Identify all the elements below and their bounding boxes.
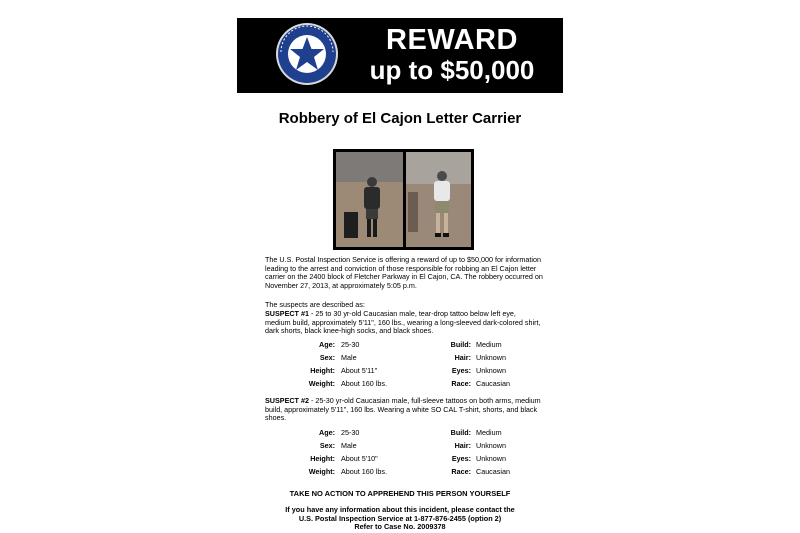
detail-row — [265, 353, 543, 362]
detail-label: Eyes: — [451, 454, 471, 463]
detail-label: Age: — [319, 340, 335, 349]
detail-value: Medium — [476, 340, 502, 349]
suspect-2-text: - 25-30 yr-old Caucasian male, full-sleeve tattoos on both arms, medium build, approximately 5'11", 160 lbs. Wearing a white SO CAL T-shirt, shorts, and black shoes. — [265, 396, 541, 423]
detail-value: Male — [341, 441, 357, 450]
detail-row — [265, 366, 543, 375]
detail-label: Height: — [310, 454, 335, 463]
reward-banner — [237, 18, 563, 93]
surveillance-photos — [333, 149, 474, 250]
detail-value: About 5'11" — [341, 366, 378, 375]
suspect-2-label: SUSPECT #2 — [265, 396, 309, 405]
contact-line-2: U.S. Postal Inspection Service at 1-877-876-2455 (option 2) — [298, 513, 502, 523]
detail-value: About 5'10" — [341, 454, 378, 463]
detail-label: Eyes: — [451, 366, 471, 375]
detail-label: Age: — [319, 428, 335, 437]
page-title: Robbery of El Cajon Letter Carrier — [278, 110, 522, 127]
detail-value: Male — [341, 353, 357, 362]
detail-value: Unknown — [476, 353, 506, 362]
surveillance-photo-1 — [336, 152, 403, 247]
warning-text: TAKE NO ACTION TO APPREHEND THIS PERSON YOURSELF — [289, 489, 511, 498]
detail-value: About 160 lbs. — [341, 379, 387, 388]
detail-row — [265, 441, 543, 450]
detail-row — [265, 467, 543, 476]
detail-row — [265, 340, 543, 349]
detail-label: Race: — [451, 467, 471, 476]
detail-label: Height: — [310, 366, 335, 375]
reward-title: REWARD — [386, 24, 518, 56]
detail-row — [265, 454, 543, 463]
detail-label: Hair: — [454, 353, 471, 362]
detail-label: Weight: — [308, 379, 335, 388]
detail-label: Sex: — [319, 353, 335, 362]
suspect-1-description — [265, 310, 543, 336]
postal-inspection-seal-icon — [275, 22, 339, 86]
detail-value: About 160 lbs. — [341, 467, 387, 476]
detail-value: 25-30 — [341, 428, 360, 437]
contact-line-1: If you have any information about this incident, please contact the — [285, 505, 515, 514]
suspects-intro: The suspects are described as: — [265, 300, 365, 309]
detail-value: Caucasian — [476, 379, 510, 388]
suspect-1-label: SUSPECT #1 — [265, 309, 309, 318]
detail-label: Sex: — [319, 441, 335, 450]
contact-info — [237, 506, 563, 532]
detail-label: Build: — [450, 340, 471, 349]
detail-label: Hair: — [454, 441, 471, 450]
detail-label: Build: — [450, 428, 471, 437]
detail-row — [265, 379, 543, 388]
reward-description: The U.S. Postal Inspection Service is offering a reward of up to $50,000 for information leading to the arrest and conviction of those responsible for robbing an El Cajon letter carrier on the 2400 block of Fletcher Parkway in El Cajon, CA. The robbery occurred on November 27, 2013, at approximately 5:05 p.m. — [265, 255, 543, 290]
detail-label: Weight: — [308, 467, 335, 476]
case-number: Refer to Case No. 2009378 — [354, 522, 446, 532]
surveillance-photo-2 — [406, 152, 471, 247]
detail-value: 25-30 — [341, 340, 360, 349]
detail-value: Medium — [476, 428, 502, 437]
reward-amount: up to $50,000 — [369, 55, 535, 85]
detail-value: Unknown — [476, 454, 506, 463]
detail-value: Caucasian — [476, 467, 510, 476]
detail-label: Race: — [451, 379, 471, 388]
detail-value: Unknown — [476, 441, 506, 450]
suspect-2-description — [265, 397, 543, 423]
detail-row — [265, 428, 543, 437]
suspect-1-text: - 25 to 30 yr-old Caucasian male, tear-drop tattoo below left eye, medium build, approximately 5'11", 160 lbs., wearing a long-sleeved dark-colored shirt, dark shorts, black knee-high socks, and black shoes. — [265, 309, 541, 336]
detail-value: Unknown — [476, 366, 506, 375]
